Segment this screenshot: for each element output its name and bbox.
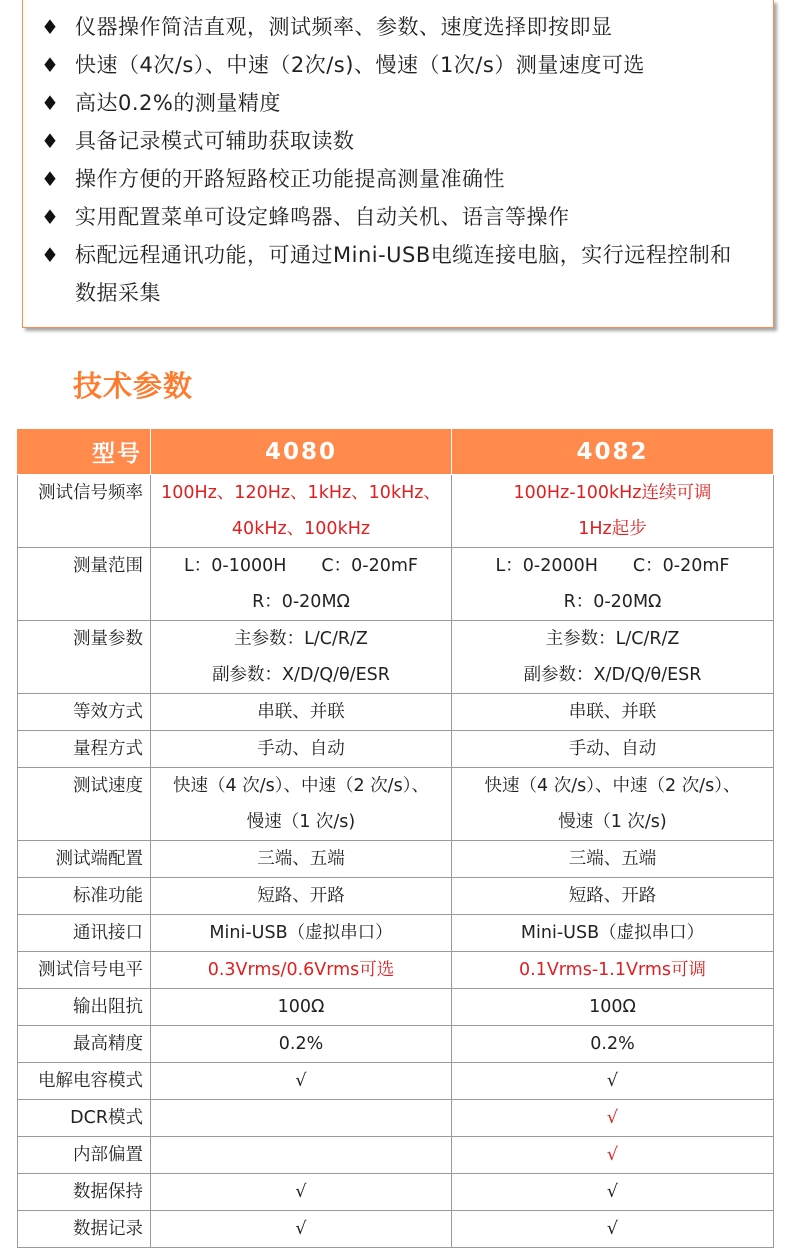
diamond-bullet-icon: ♦ xyxy=(41,53,60,77)
value-4080-line: 100Hz、120Hz、1kHz、10kHz、 xyxy=(161,483,441,503)
row-label: 测试速度 xyxy=(18,768,151,841)
value-4082-line: 快速（4 次/s）、中速（2 次/s）、 xyxy=(484,776,741,796)
value-4082-line: 三端、五端 xyxy=(568,849,657,869)
value-4082-line: R：0-20MΩ xyxy=(563,592,662,612)
feature-item xyxy=(41,122,735,160)
value-4080-cell xyxy=(151,694,452,731)
value-4082-cell xyxy=(452,841,774,878)
diamond-bullet-icon: ♦ xyxy=(41,15,60,39)
value-4082-line: √ xyxy=(606,1145,619,1165)
value-4082-line: Mini-USB（虚拟串口） xyxy=(520,923,705,943)
value-4082-line: √ xyxy=(606,1071,619,1091)
value-4082-cell xyxy=(452,1063,774,1100)
value-4082-line: 副参数：X/D/Q/θ/ESR xyxy=(523,665,702,685)
feature-text: 具备记录模式可辅助获取读数 xyxy=(75,129,355,153)
value-4082-line: L：0-2000H C：0-20mF xyxy=(495,556,730,576)
diamond-bullet-icon: ♦ xyxy=(41,243,60,267)
value-4082-line: 慢速（1 次/s) xyxy=(558,812,667,832)
value-4080-line: 40kHz、100kHz xyxy=(231,519,371,539)
value-4082-line: 短路、开路 xyxy=(568,886,657,906)
table-row xyxy=(18,1026,774,1063)
row-label: 内部偏置 xyxy=(18,1137,151,1174)
header-model-4082: 4082 xyxy=(452,429,774,475)
features-panel xyxy=(22,0,774,328)
table-header-row xyxy=(18,429,774,475)
value-4080-line xyxy=(155,1137,447,1173)
value-4080-line: 主参数：L/C/R/Z xyxy=(234,629,368,649)
value-4082-cell xyxy=(452,475,774,548)
value-4082-cell xyxy=(452,1026,774,1063)
feature-item xyxy=(41,8,735,46)
value-4080-line: 快速（4 次/s）、中速（2 次/s）、 xyxy=(173,776,429,796)
table-row xyxy=(18,1174,774,1211)
table-row xyxy=(18,1211,774,1248)
value-4080-cell xyxy=(151,952,452,989)
value-4082-cell xyxy=(452,548,774,621)
table-row xyxy=(18,952,774,989)
value-4080-cell xyxy=(151,1174,452,1211)
value-4080-line: 串联、并联 xyxy=(257,702,345,722)
value-4082-cell xyxy=(452,1137,774,1174)
value-4080-line: 慢速（1 次/s) xyxy=(246,812,356,832)
value-4082-line: 0.2% xyxy=(590,1034,635,1054)
feature-text: 操作方便的开路短路校正功能提高测量准确性 xyxy=(75,167,505,191)
value-4080-cell xyxy=(151,1026,452,1063)
value-4082-line: 主参数：L/C/R/Z xyxy=(545,629,680,649)
feature-text: 高达0.2%的测量精度 xyxy=(75,91,281,115)
feature-item xyxy=(41,84,735,122)
table-row xyxy=(18,1063,774,1100)
row-label: 测试端配置 xyxy=(18,841,151,878)
row-label: 电解电容模式 xyxy=(18,1063,151,1100)
value-4082-line: 100Ω xyxy=(589,997,636,1017)
value-4082-line: 100Hz-100kHz连续可调 xyxy=(513,483,712,503)
row-label: 输出阻抗 xyxy=(18,989,151,1026)
value-4080-cell xyxy=(151,475,452,548)
value-4082-cell xyxy=(452,1211,774,1248)
row-label: 测试信号电平 xyxy=(18,952,151,989)
value-4080-cell xyxy=(151,841,452,878)
value-4080-cell xyxy=(151,1100,452,1137)
value-4082-line: 0.1Vrms-1.1Vrms可调 xyxy=(518,960,707,980)
value-4080-cell xyxy=(151,548,452,621)
value-4080-cell xyxy=(151,878,452,915)
feature-text: 实用配置菜单可设定蜂鸣器、自动关机、语言等操作 xyxy=(75,205,570,229)
value-4082-cell xyxy=(452,878,774,915)
row-label: 标准功能 xyxy=(18,878,151,915)
value-4080-line: 100Ω xyxy=(277,997,325,1017)
diamond-bullet-icon: ♦ xyxy=(41,91,60,115)
value-4082-cell xyxy=(452,768,774,841)
value-4080-cell xyxy=(151,1063,452,1100)
value-4082-cell xyxy=(452,694,774,731)
value-4080-line: √ xyxy=(295,1071,307,1091)
table-row xyxy=(18,878,774,915)
feature-text: 标配远程通讯功能，可通过Mini-USB电缆连接电脑，实行远程控制和数据采集 xyxy=(75,243,732,305)
value-4080-line: R：0-20MΩ xyxy=(252,592,350,612)
table-row xyxy=(18,548,774,621)
value-4080-cell xyxy=(151,621,452,694)
table-row xyxy=(18,731,774,768)
feature-item xyxy=(41,198,735,236)
value-4080-line: L：0-1000H C：0-20mF xyxy=(184,556,418,576)
value-4082-line: 串联、并联 xyxy=(568,702,657,722)
table-row xyxy=(18,915,774,952)
table-row xyxy=(18,768,774,841)
row-label: 测量参数 xyxy=(18,621,151,694)
row-label: 量程方式 xyxy=(18,731,151,768)
row-label: 测量范围 xyxy=(18,548,151,621)
feature-item xyxy=(41,236,735,312)
diamond-bullet-icon: ♦ xyxy=(41,167,60,191)
value-4082-cell xyxy=(452,621,774,694)
header-model-4080: 4080 xyxy=(151,429,452,475)
row-label: 最高精度 xyxy=(18,1026,151,1063)
spec-table xyxy=(17,428,774,1248)
row-label: 数据保持 xyxy=(18,1174,151,1211)
value-4082-cell xyxy=(452,1174,774,1211)
value-4080-line: √ xyxy=(295,1219,307,1239)
value-4082-cell xyxy=(452,915,774,952)
value-4082-cell xyxy=(452,989,774,1026)
value-4082-cell xyxy=(452,1100,774,1137)
value-4080-line: 手动、自动 xyxy=(257,739,345,759)
value-4080-cell xyxy=(151,1211,452,1248)
value-4080-line: Mini-USB（虚拟串口） xyxy=(209,923,393,943)
value-4080-line: 副参数：X/D/Q/θ/ESR xyxy=(212,665,390,685)
feature-text: 仪器操作简洁直观，测试频率、参数、速度选择即按即显 xyxy=(75,15,613,39)
value-4082-cell xyxy=(452,952,774,989)
header-model-label: 型号 xyxy=(18,429,151,475)
value-4080-cell xyxy=(151,915,452,952)
value-4080-cell xyxy=(151,731,452,768)
row-label: 通讯接口 xyxy=(18,915,151,952)
value-4082-line: 1Hz起步 xyxy=(578,519,647,539)
diamond-bullet-icon: ♦ xyxy=(41,129,60,153)
value-4082-line: √ xyxy=(606,1219,619,1239)
value-4080-line: √ xyxy=(295,1182,307,1202)
value-4082-line: √ xyxy=(606,1108,619,1128)
value-4080-line: 0.2% xyxy=(278,1034,324,1054)
table-row xyxy=(18,621,774,694)
table-row xyxy=(18,1100,774,1137)
value-4080-line: 短路、开路 xyxy=(257,886,345,906)
feature-text: 快速（4次/s）、中速（2次/s)、慢速（1次/s）测量速度可选 xyxy=(75,53,645,77)
feature-item xyxy=(41,46,735,84)
value-4080-line xyxy=(155,1100,447,1136)
value-4080-line: 三端、五端 xyxy=(257,849,345,869)
row-label: 数据记录 xyxy=(18,1211,151,1248)
value-4080-cell xyxy=(151,768,452,841)
table-row xyxy=(18,475,774,548)
value-4082-cell xyxy=(452,731,774,768)
row-label: 测试信号频率 xyxy=(18,475,151,548)
section-title: 技术参数 xyxy=(73,369,194,403)
table-row xyxy=(18,694,774,731)
value-4080-cell xyxy=(151,1137,452,1174)
row-label: DCR模式 xyxy=(18,1100,151,1137)
value-4080-cell xyxy=(151,989,452,1026)
table-row xyxy=(18,989,774,1026)
feature-item xyxy=(41,160,735,198)
table-row xyxy=(18,1137,774,1174)
row-label: 等效方式 xyxy=(18,694,151,731)
diamond-bullet-icon: ♦ xyxy=(41,205,60,229)
table-row xyxy=(18,841,774,878)
value-4082-line: √ xyxy=(606,1182,619,1202)
value-4082-line: 手动、自动 xyxy=(568,739,657,759)
value-4080-line: 0.3Vrms/0.6Vrms可选 xyxy=(207,960,395,980)
